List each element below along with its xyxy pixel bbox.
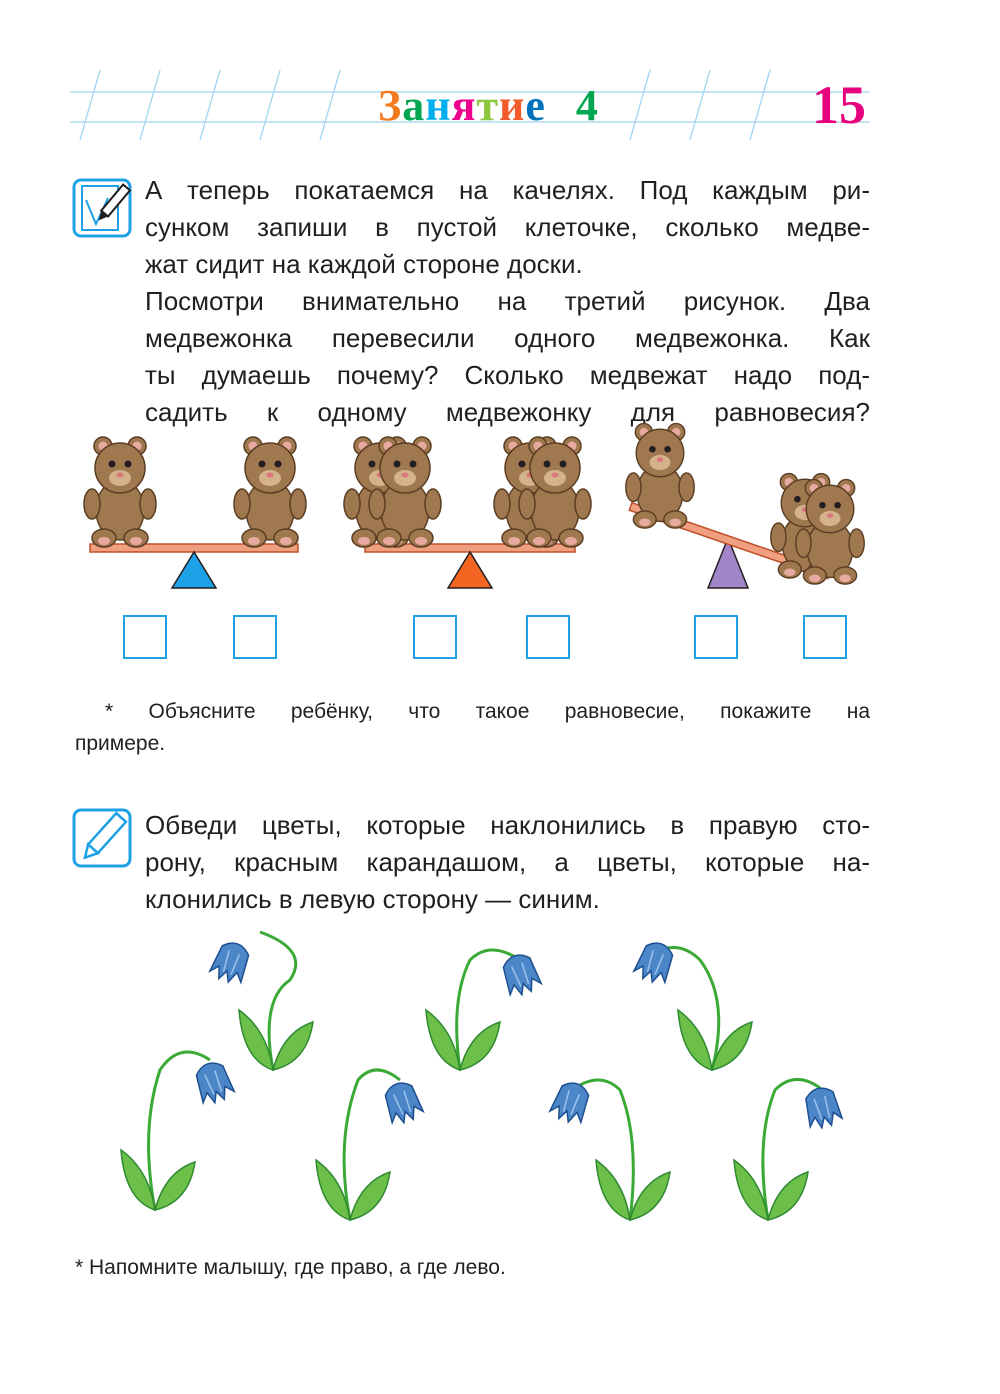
page-number: 15	[812, 75, 866, 135]
lesson-letter: З	[378, 81, 403, 130]
lesson-letter: е	[525, 81, 546, 130]
text-line: медвежонка перевесили одного медвежонка. Как	[145, 323, 870, 353]
flower	[316, 1070, 425, 1220]
answer-box[interactable]	[233, 615, 277, 659]
answer-box[interactable]	[803, 615, 847, 659]
task2-instructions	[145, 807, 870, 918]
text-line: Обведи цветы, которые наклонились в правую сто-	[145, 810, 870, 840]
text-line: ты думаешь почему? Сколько медвежат надо под-	[145, 360, 870, 390]
text-line: садить к одному медвежонку для равновесия?	[145, 397, 870, 427]
task2-note: * Напомните малышу, где право, а где лево.	[75, 1256, 506, 1279]
lesson-letter: я	[451, 81, 477, 130]
text-line: рону, красным карандашом, а цветы, которые на-	[145, 847, 870, 877]
answer-box[interactable]	[526, 615, 570, 659]
lesson-letter: н	[425, 81, 452, 130]
lesson-number: 4	[575, 81, 599, 130]
flower	[121, 1052, 236, 1210]
seesaw-1	[84, 437, 306, 588]
lesson-letter: и	[499, 81, 526, 130]
text-line: * Объясните ребёнку, что такое равновесие, покажите на	[105, 700, 870, 723]
lesson-letter: т	[476, 81, 500, 130]
bear	[234, 437, 306, 547]
seesaw-3	[626, 424, 864, 588]
pencil-write-icon	[72, 178, 132, 238]
flower	[209, 932, 313, 1070]
answer-box[interactable]	[694, 615, 738, 659]
text-line: примере.	[75, 732, 166, 755]
seesaw-illustration	[60, 420, 890, 680]
text-line: Посмотри внимательно на третий рисунок. Два	[145, 286, 870, 316]
task1-paragraph2	[145, 283, 870, 431]
lesson-title	[378, 80, 599, 131]
text-line: жат сидит на каждой стороне доски.	[145, 249, 583, 279]
task1-note	[75, 696, 870, 760]
pencil-draw-icon	[72, 808, 132, 868]
task1-paragraph1	[145, 172, 870, 283]
answer-box[interactable]	[123, 615, 167, 659]
flower	[633, 938, 752, 1070]
flower	[549, 1078, 670, 1220]
flower	[426, 950, 543, 1070]
text-line: клонились в левую сторону — синим.	[145, 884, 600, 914]
flowers-illustration	[100, 920, 880, 1240]
flower	[734, 1079, 843, 1220]
answer-box[interactable]	[413, 615, 457, 659]
text-line: А теперь покатаемся на качелях. Под каждым ри-	[145, 175, 870, 205]
lesson-letter: а	[402, 81, 426, 130]
text-line: сунком запиши в пустой клеточке, сколько медве-	[145, 212, 870, 242]
bear	[84, 437, 156, 547]
seesaw-2	[344, 437, 591, 588]
